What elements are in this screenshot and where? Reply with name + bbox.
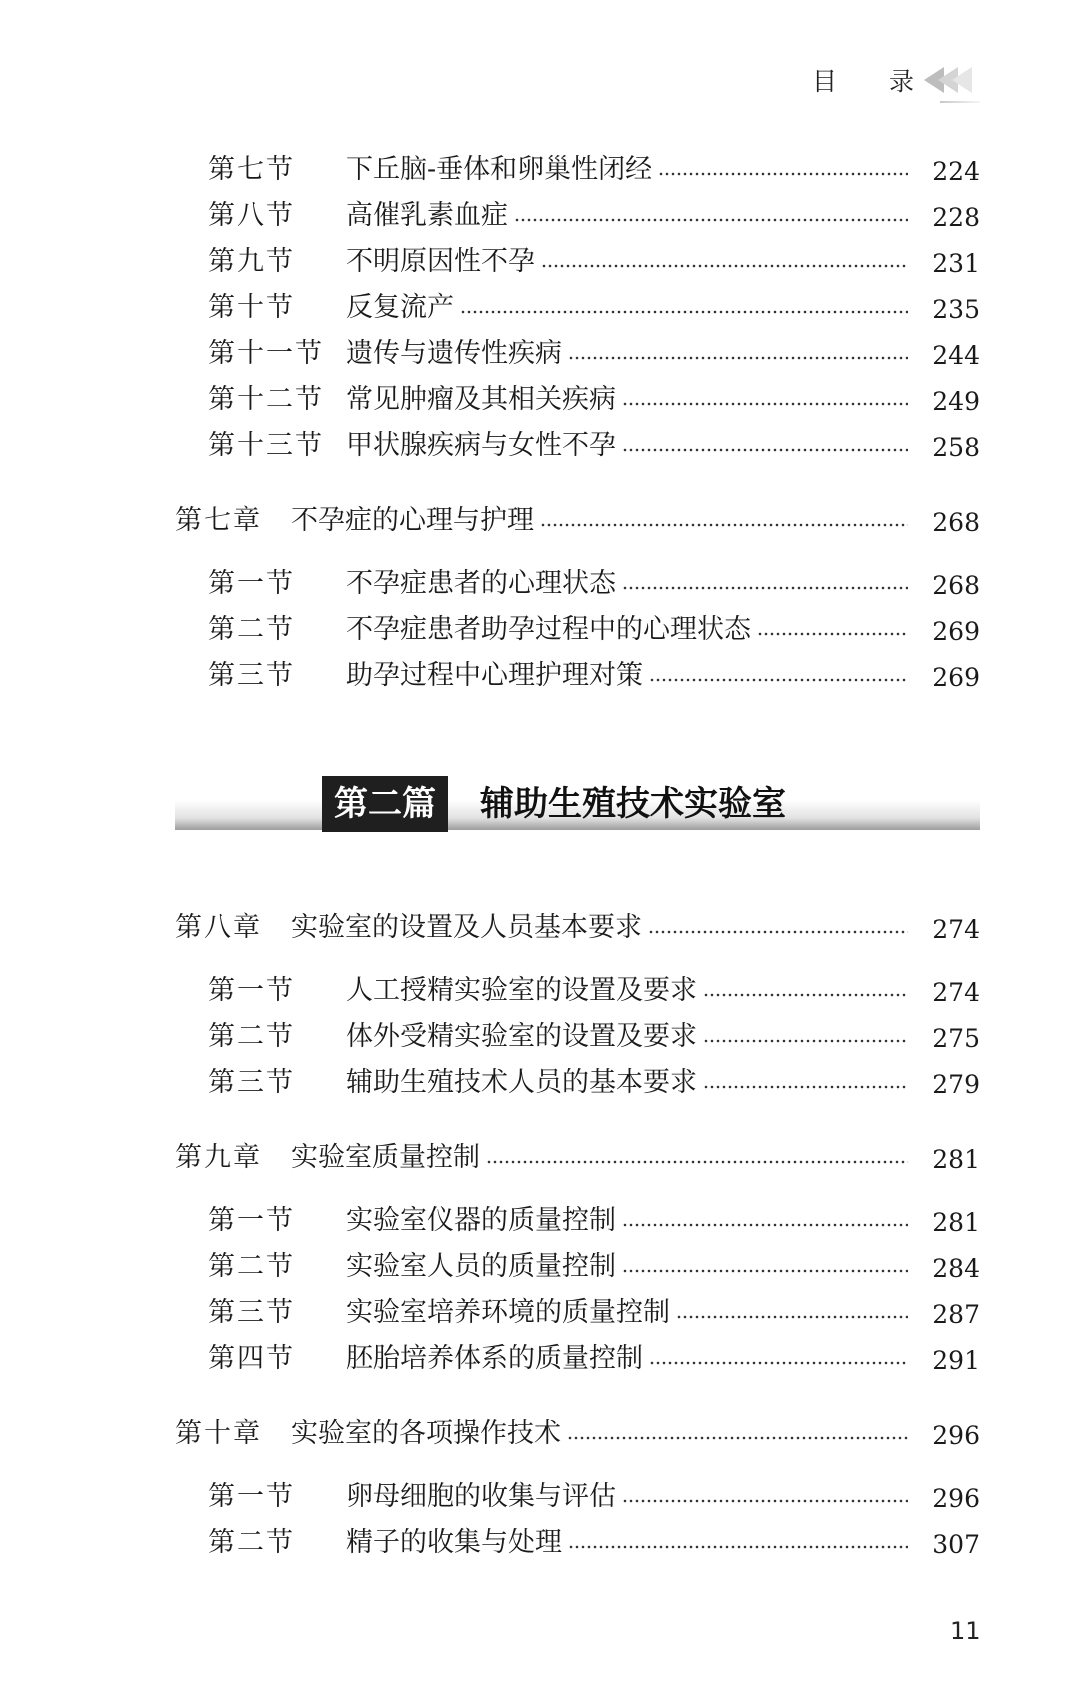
dot-leader bbox=[568, 355, 908, 361]
dot-leader bbox=[703, 1038, 908, 1044]
dot-leader bbox=[514, 217, 908, 223]
entry-title: 不孕症患者助孕过程中的心理状态 bbox=[346, 614, 751, 645]
entry-title: 常见肿瘤及其相关疾病 bbox=[346, 384, 616, 415]
entry-number: 第八章 bbox=[175, 912, 262, 943]
entry-title: 甲状腺疾病与女性不孕 bbox=[346, 430, 616, 461]
dot-leader bbox=[622, 1222, 908, 1228]
entry-title: 实验室仪器的质量控制 bbox=[346, 1205, 616, 1236]
entry-number: 第一节 bbox=[208, 568, 295, 599]
toc-entry[interactable] bbox=[0, 606, 1080, 646]
entry-title: 反复流产 bbox=[346, 292, 454, 323]
entry-title: 实验室的各项操作技术 bbox=[291, 1418, 561, 1449]
entry-title: 下丘脑-垂体和卵巢性闭经 bbox=[346, 154, 653, 185]
dot-leader bbox=[658, 171, 908, 177]
entry-page: 274 bbox=[932, 978, 980, 1007]
double-chevron-left-icon bbox=[930, 67, 972, 93]
entry-title: 不孕症患者的心理状态 bbox=[346, 568, 616, 599]
entry-title: 实验室质量控制 bbox=[291, 1142, 480, 1173]
entry-page: 235 bbox=[932, 295, 980, 324]
toc-entry[interactable] bbox=[0, 1410, 1080, 1450]
toc-entry[interactable] bbox=[0, 1473, 1080, 1513]
dot-leader bbox=[757, 631, 908, 637]
toc-entry[interactable] bbox=[0, 192, 1080, 232]
entry-title: 体外受精实验室的设置及要求 bbox=[346, 1021, 697, 1052]
dot-leader bbox=[649, 677, 908, 683]
page-number: 11 bbox=[950, 1617, 981, 1645]
entry-title: 精子的收集与处理 bbox=[346, 1527, 562, 1558]
entry-title: 辅助生殖技术人员的基本要求 bbox=[346, 1067, 697, 1098]
toc-entry[interactable] bbox=[0, 422, 1080, 462]
entry-number: 第十一节 bbox=[208, 338, 324, 369]
entry-number: 第九节 bbox=[208, 246, 295, 277]
entry-number: 第十节 bbox=[208, 292, 295, 323]
page-header bbox=[812, 62, 972, 98]
entry-number: 第三节 bbox=[208, 1297, 295, 1328]
toc-entry[interactable] bbox=[0, 1013, 1080, 1053]
dot-leader bbox=[486, 1159, 908, 1165]
entry-title: 人工授精实验室的设置及要求 bbox=[346, 975, 697, 1006]
toc-entry[interactable] bbox=[0, 967, 1080, 1007]
entry-title: 实验室人员的质量控制 bbox=[346, 1251, 616, 1282]
toc-entry[interactable] bbox=[0, 238, 1080, 278]
entry-page: 296 bbox=[932, 1484, 980, 1513]
entry-page: 281 bbox=[932, 1145, 980, 1174]
entry-title: 不孕症的心理与护理 bbox=[291, 505, 534, 536]
toc-entry[interactable] bbox=[0, 1059, 1080, 1099]
entry-number: 第十二节 bbox=[208, 384, 324, 415]
entry-page: 275 bbox=[932, 1024, 980, 1053]
entry-page: 269 bbox=[932, 663, 980, 692]
entry-page: 228 bbox=[932, 203, 980, 232]
entry-title: 遗传与遗传性疾病 bbox=[346, 338, 562, 369]
toc-entry[interactable] bbox=[0, 904, 1080, 944]
entry-number: 第一节 bbox=[208, 1481, 295, 1512]
entry-title: 胚胎培养体系的质量控制 bbox=[346, 1343, 643, 1374]
dot-leader bbox=[622, 1268, 908, 1274]
entry-page: 268 bbox=[932, 508, 980, 537]
dot-leader bbox=[568, 1544, 908, 1550]
toc-entry[interactable] bbox=[0, 1197, 1080, 1237]
toc-entry[interactable] bbox=[0, 1519, 1080, 1559]
toc-entry[interactable] bbox=[0, 652, 1080, 692]
toc-entry[interactable] bbox=[0, 330, 1080, 370]
header-rule bbox=[940, 101, 980, 103]
toc-entry[interactable] bbox=[0, 1335, 1080, 1375]
entry-number: 第二节 bbox=[208, 614, 295, 645]
entry-number: 第二节 bbox=[208, 1527, 295, 1558]
toc-entry[interactable] bbox=[0, 146, 1080, 186]
entry-number: 第十章 bbox=[175, 1418, 262, 1449]
entry-page: 274 bbox=[932, 915, 980, 944]
entry-title: 高催乳素血症 bbox=[346, 200, 508, 231]
dot-leader bbox=[676, 1314, 908, 1320]
dot-leader bbox=[540, 522, 908, 528]
toc-entry[interactable] bbox=[0, 560, 1080, 600]
entry-page: 281 bbox=[932, 1208, 980, 1237]
dot-leader bbox=[622, 585, 908, 591]
entry-page: 231 bbox=[932, 249, 980, 278]
toc-entry[interactable] bbox=[0, 284, 1080, 324]
part-title: 辅助生殖技术实验室 bbox=[480, 784, 786, 824]
entry-number: 第十三节 bbox=[208, 430, 324, 461]
entry-number: 第三节 bbox=[208, 1067, 295, 1098]
part-label: 第二篇 bbox=[322, 776, 448, 832]
entry-page: 296 bbox=[932, 1421, 980, 1450]
entry-page: 279 bbox=[932, 1070, 980, 1099]
entry-number: 第一节 bbox=[208, 1205, 295, 1236]
entry-page: 269 bbox=[932, 617, 980, 646]
dot-leader bbox=[703, 992, 908, 998]
dot-leader bbox=[460, 309, 908, 315]
entry-title: 实验室培养环境的质量控制 bbox=[346, 1297, 670, 1328]
entry-title: 卵母细胞的收集与评估 bbox=[346, 1481, 616, 1512]
entry-page: 287 bbox=[932, 1300, 980, 1329]
dot-leader bbox=[567, 1435, 908, 1441]
entry-page: 268 bbox=[932, 571, 980, 600]
toc-entry[interactable] bbox=[0, 1289, 1080, 1329]
entry-number: 第七章 bbox=[175, 505, 262, 536]
entry-title: 实验室的设置及人员基本要求 bbox=[291, 912, 642, 943]
header-title: 目 录 bbox=[812, 67, 936, 96]
toc-entry[interactable] bbox=[0, 497, 1080, 537]
entry-number: 第一节 bbox=[208, 975, 295, 1006]
toc-entry[interactable] bbox=[0, 1243, 1080, 1283]
dot-leader bbox=[622, 401, 908, 407]
entry-number: 第三节 bbox=[208, 660, 295, 691]
entry-number: 第四节 bbox=[208, 1343, 295, 1374]
entry-title: 不明原因性不孕 bbox=[346, 246, 535, 277]
entry-number: 第二节 bbox=[208, 1251, 295, 1282]
entry-page: 291 bbox=[932, 1346, 980, 1375]
entry-page: 249 bbox=[932, 387, 980, 416]
entry-title: 助孕过程中心理护理对策 bbox=[346, 660, 643, 691]
entry-page: 307 bbox=[932, 1530, 980, 1559]
entry-number: 第七节 bbox=[208, 154, 295, 185]
entry-page: 258 bbox=[932, 433, 980, 462]
dot-leader bbox=[541, 263, 908, 269]
toc-entry[interactable] bbox=[0, 376, 1080, 416]
entry-page: 244 bbox=[932, 341, 980, 370]
dot-leader bbox=[622, 447, 908, 453]
dot-leader bbox=[649, 1360, 908, 1366]
dot-leader bbox=[648, 929, 908, 935]
dot-leader bbox=[703, 1084, 908, 1090]
entry-page: 224 bbox=[932, 157, 980, 186]
toc-entry[interactable] bbox=[0, 1134, 1080, 1174]
entry-page: 284 bbox=[932, 1254, 980, 1283]
entry-number: 第八节 bbox=[208, 200, 295, 231]
entry-number: 第九章 bbox=[175, 1142, 262, 1173]
entry-number: 第二节 bbox=[208, 1021, 295, 1052]
dot-leader bbox=[622, 1498, 908, 1504]
